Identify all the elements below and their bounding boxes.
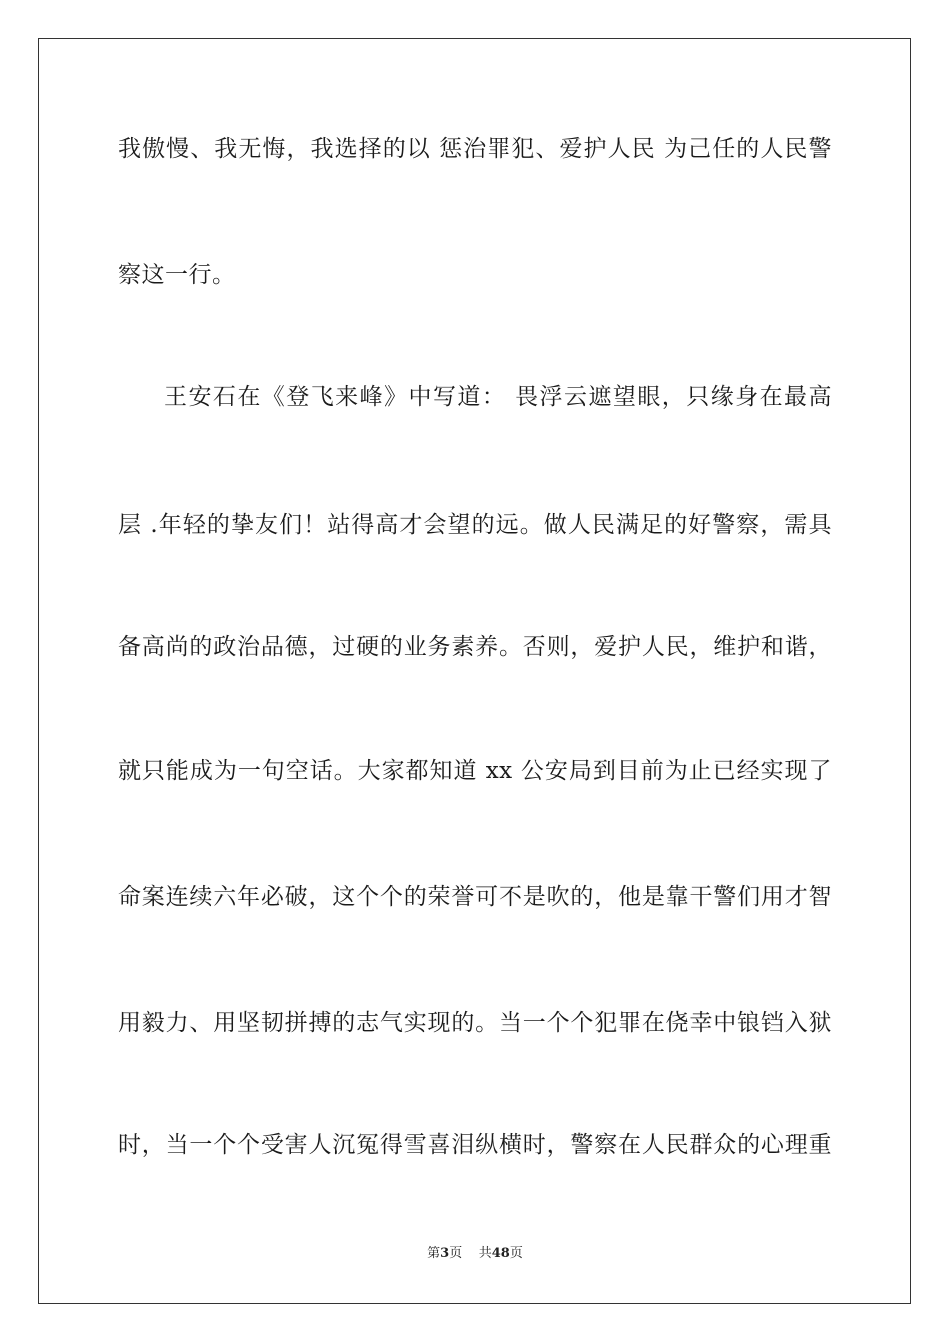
page-footer [0, 1246, 950, 1262]
footer-page-prefix: 第 [427, 1246, 441, 1261]
body-text-line-1: 我傲慢、我无悔，我选择的以 惩治罪犯、爱护人民 为己任的人民警 [118, 136, 832, 162]
body-text-line-5: 备高尚的政治品德，过硬的业务素养。否则，爱护人民，维护和谐， [118, 634, 832, 660]
footer-total-pages: 48 [491, 1246, 510, 1261]
footer-total-suffix: 页 [509, 1246, 523, 1261]
body-text-line-3: 王安石在《登飞来峰》中写道： 畏浮云遮望眼，只缘身在最高 [164, 384, 832, 410]
footer-page-suffix: 页 [449, 1246, 463, 1261]
body-text-line-4: 层 .年轻的挚友们！站得高才会望的远。做人民满足的好警察，需具 [118, 512, 832, 538]
body-text-line-9: 时，当一个个受害人沉冤得雪喜泪纵横时，警察在人民群众的心理重 [118, 1132, 832, 1158]
body-text-line-7: 命案连续六年必破，这个个的荣誉可不是吹的，他是靠干警们用才智 [118, 884, 832, 910]
body-text-line-8: 用毅力、用坚韧拼搏的志气实现的。当一个个犯罪在侥幸中锒铛入狱 [118, 1010, 832, 1036]
footer-total-prefix: 共 [478, 1246, 492, 1261]
body-text-line-2: 察这一行。 [118, 262, 236, 288]
body-text-line-6: 就只能成为一句空话。大家都知道 xx 公安局到目前为止已经实现了 [118, 758, 832, 784]
footer-page-number: 3 [440, 1246, 450, 1261]
page-border [38, 38, 911, 1304]
